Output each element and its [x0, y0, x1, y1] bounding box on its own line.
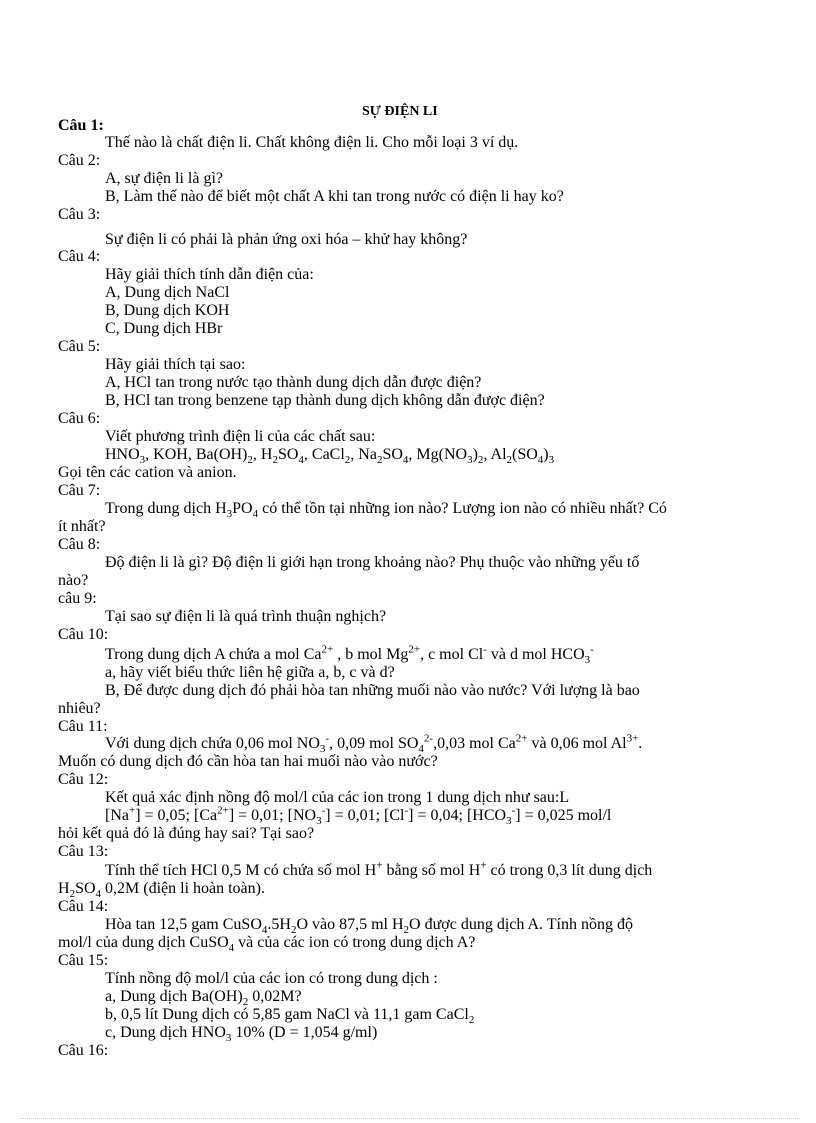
- question-3-label: Câu 3:: [58, 206, 101, 223]
- question-12-line-3: hỏi kết quả đó là đúng hay sai? Tại sao?: [58, 825, 315, 842]
- question-15-item-a: a, Dung dịch $Ba(OH)_2$ 0,02M?: [105, 988, 302, 1009]
- question-11-line-2: Muốn có dung dịch đó cần hòa tan hai muối nào vào nước?: [58, 753, 438, 770]
- question-6-note: Gọi tên các cation và anion.: [58, 464, 237, 481]
- question-4-item-b: B, Dung dịch KOH: [105, 302, 230, 319]
- question-1-text: Thế nào là chất điện li. Chất không điện li. Cho mỗi loại 3 ví dụ.: [105, 134, 519, 151]
- question-5-intro: Hãy giải thích tại sao:: [105, 356, 246, 373]
- question-4-item-a: A, Dung dịch NaCl: [105, 284, 230, 301]
- question-14-label: Câu 14:: [58, 898, 109, 915]
- question-10-line-1: Trong dung dịch A chứa a mol $Ca^{2+}$ , b mol $Mg^{2+}$, c mol Cl- và d mol $HCO_3^-$: [105, 643, 594, 667]
- question-9-text: Tại sao sự điện li là quá trình thuận nghịch?: [105, 608, 387, 625]
- question-10-line-3: B, Để được dung dịch đó phải hòa tan những muối nào vào nước? Với lượng là bao: [105, 682, 640, 699]
- question-13-line-1: Tính thể tích HCl 0,5 M có chứa số mol H+ bằng số mol H+ có trong 0,3 lít dung dịch: [105, 859, 653, 879]
- page-title: SỰ ĐIỆN LI: [362, 104, 438, 119]
- question-15-item-c: c, Dung dịch $HNO_3$ 10% (D = 1,054 g/ml): [105, 1024, 378, 1045]
- question-12-label: Câu 12:: [58, 771, 109, 788]
- question-4-intro: Hãy giải thích tính dẫn điện của:: [105, 266, 314, 283]
- question-2-line-a: A, sự điện li là gì?: [105, 170, 223, 187]
- question-13-label: Câu 13:: [58, 843, 109, 860]
- question-15-label: Câu 15:: [58, 952, 109, 969]
- page-bottom-divider: [20, 1118, 800, 1119]
- question-11-line-1: Với dung dịch chứa 0,06 mol $NO_3^-$, 0,09 mol $SO_4^{2-},0,03$ mol $Ca^{2+}$ và 0,06 mol $Al^{3+}$.: [105, 732, 643, 756]
- question-14-line-1: Hòa tan 12,5 gam $CuSO_4.5H_2O$ vào 87,5 ml $H_2O$ được dung dịch A. Tính nồng độ: [105, 916, 633, 937]
- question-15-item-b: b, 0,5 lít Dung dịch có 5,85 gam NaCl và 11,1 gam CaCl$_2$: [105, 1006, 475, 1027]
- question-8-line-2: nào?: [58, 572, 89, 589]
- question-7-line-2: ít nhất?: [58, 518, 106, 535]
- question-6-intro: Viết phương trình điện li của các chất sau:: [105, 428, 376, 445]
- question-9-label: câu 9:: [58, 590, 97, 607]
- question-7-label: Câu 7:: [58, 482, 101, 499]
- question-15-intro: Tính nồng độ mol/l của các ion có trong dung dịch :: [105, 970, 438, 987]
- question-5-item-b: B, HCl tan trong benzene tạp thành dung dịch không dẫn được điện?: [105, 392, 545, 409]
- question-7-line-1-rest: có thể tồn tại những ion nào? Lượng ion nào có nhiều nhất? Có: [262, 500, 667, 517]
- question-12-line-2: [Na+] = 0,05; $[Ca^{2+}] = 0,01$; $[NO_3^-] = 0,01$; [Cl-] = 0,04; $[HCO_3^-] = 0,025$ mol/l: [105, 804, 612, 828]
- question-2-label: Câu 2:: [58, 152, 101, 169]
- question-2-line-b: B, Làm thế nào để biết một chất A khi tan trong nước có điện li hay ko?: [105, 188, 564, 205]
- question-10-line-2: a, hãy viết biểu thức liên hệ giữa a, b, c và d?: [105, 664, 395, 681]
- question-12-line-1: Kết quả xác định nồng độ mol/l của các ion trong 1 dung dịch như sau:L: [105, 789, 570, 806]
- question-10-label: Câu 10:: [58, 626, 109, 643]
- question-8-line-1: Độ điện li là gì? Độ điện li giới hạn trong khoảng nào? Phụ thuộc vào những yếu tố: [105, 554, 640, 571]
- question-13-line-2: $H_2SO_4$ 0,2M (điện li hoàn toàn).: [58, 880, 265, 901]
- question-5-label: Câu 5:: [58, 338, 101, 355]
- question-7-line-1: Trong dung dịch $H_3PO_4$ có thể tồn tại những ion nào? Lượng ion nào có nhiều nhất? Có: [105, 500, 667, 521]
- question-1-label: Câu 1:: [58, 117, 104, 134]
- question-8-label: Câu 8:: [58, 536, 101, 553]
- question-16-label: Câu 16:: [58, 1042, 109, 1059]
- question-4-label: Câu 4:: [58, 248, 101, 265]
- question-5-item-a: A, HCl tan trong nước tạo thành dung dịch dẫn được điện?: [105, 374, 482, 391]
- question-6-formulas: $HNO_3$, KOH, $Ba(OH)_2$, $H_2SO_4$, CaCl$_2$, $Na_2SO_4$, $Mg(NO_3)_2$, $Al_2(SO_4)_3$: [105, 446, 555, 467]
- question-3-text: Sự điện li có phải là phản ứng oxi hóa – khử hay không?: [105, 231, 468, 248]
- question-4-item-c: C, Dung dịch HBr: [105, 320, 223, 337]
- question-6-label: Câu 6:: [58, 410, 101, 427]
- question-10-line-4: nhiêu?: [58, 700, 101, 717]
- question-14-line-2: mol/l của dung dịch CuSO$_4$ và của các ion có trong dung dịch A?: [58, 934, 476, 955]
- question-11-label: Câu 11:: [58, 718, 108, 735]
